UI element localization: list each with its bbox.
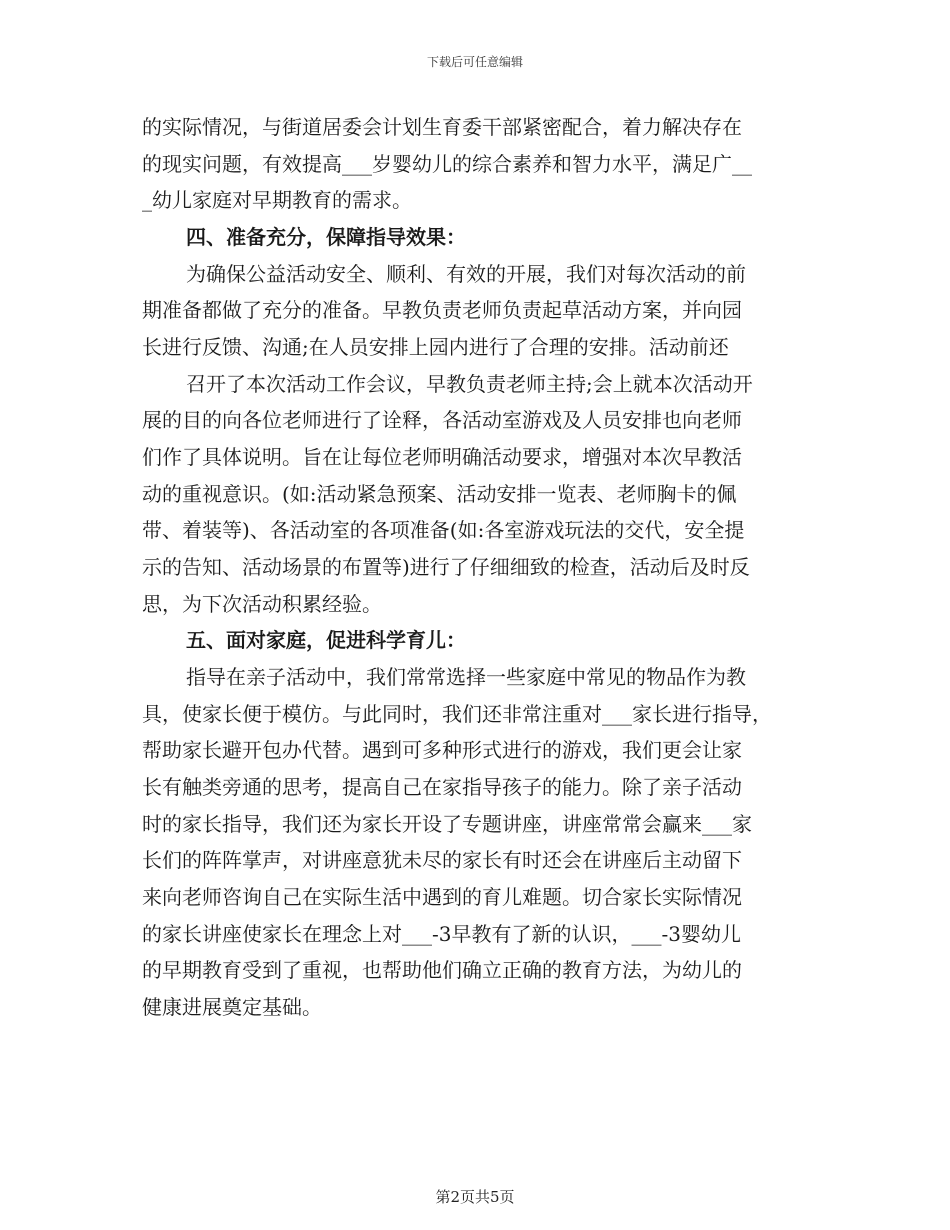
paragraph-line: 长们的阵阵掌声，对讲座意犹未尽的家长有时还会在讲座后主动留下 [142, 848, 742, 872]
paragraph-line: _幼儿家庭对早期教育的需求。 [142, 188, 412, 212]
paragraph-line: 的现实问题，有效提高___岁婴幼儿的综合素养和智力水平，满足广__ [142, 152, 752, 176]
paragraph-line: 带、着装等)、各活动室的各项准备(如:各室游戏玩法的交代，安全提 [142, 518, 745, 542]
paragraph-line: 长有触类旁通的思考，提高自己在家指导孩子的能力。除了亲子活动 [142, 775, 742, 799]
paragraph-line: 的实际情况，与街道居委会计划生育委干部紧密配合，着力解决存在 [142, 115, 742, 139]
page-footer: 第2页共5页 [435, 1188, 515, 1206]
paragraph-line: 展的目的向各位老师进行了诠释，各活动室游戏及人员安排也向老师 [142, 408, 742, 432]
paragraph-line: 召开了本次活动工作会议，早教负责老师主持;会上就本次活动开 [186, 372, 753, 396]
paragraph-line: 指导在亲子活动中，我们常常选择一些家庭中常见的物品作为教 [186, 665, 746, 689]
page-header: 下载后可任意编辑 [426, 55, 523, 69]
paragraph-line: 长进行反馈、沟通;在人员安排上园内进行了合理的安排。活动前还 [142, 335, 729, 359]
paragraph-line: 具，使家长便于模仿。与此同时，我们还非常注重对___家长进行指导， [142, 702, 772, 726]
paragraph-line: 健康进展奠定基础。 [142, 995, 322, 1019]
paragraph-line: 的家长讲座使家长在理念上对___-3早教有了新的认识，___-3婴幼儿 [142, 922, 741, 946]
section-heading: 五、面对家庭，促进科学育儿： [186, 628, 466, 652]
paragraph-line: 来向老师咨询自己在实际生活中遇到的育儿难题。切合家长实际情况 [142, 885, 742, 909]
paragraph-line: 时的家长指导，我们还为家长开设了专题讲座，讲座常常会赢来___家 [142, 812, 752, 836]
paragraph-line: 思，为下次活动积累经验。 [142, 592, 382, 616]
paragraph-line: 期准备都做了充分的准备。早教负责老师负责起草活动方案，并向园 [142, 298, 742, 322]
section-heading: 四、准备充分，保障指导效果： [186, 225, 466, 249]
paragraph-line: 为确保公益活动安全、顺利、有效的开展，我们对每次活动的前 [186, 262, 746, 286]
paragraph-line: 动的重视意识。(如:活动紧急预案、活动安排一览表、老师胸卡的佩 [142, 482, 737, 506]
paragraph-line: 的早期教育受到了重视，也帮助他们确立正确的教育方法，为幼儿的 [142, 958, 742, 982]
paragraph-line: 帮助家长避开包办代替。遇到可多种形式进行的游戏，我们更会让家 [142, 738, 742, 762]
paragraph-line: 们作了具体说明。旨在让每位老师明确活动要求，增强对本次早教活 [142, 445, 742, 469]
paragraph-line: 示的告知、活动场景的布置等)进行了仔细细致的检查，活动后及时反 [142, 555, 750, 579]
